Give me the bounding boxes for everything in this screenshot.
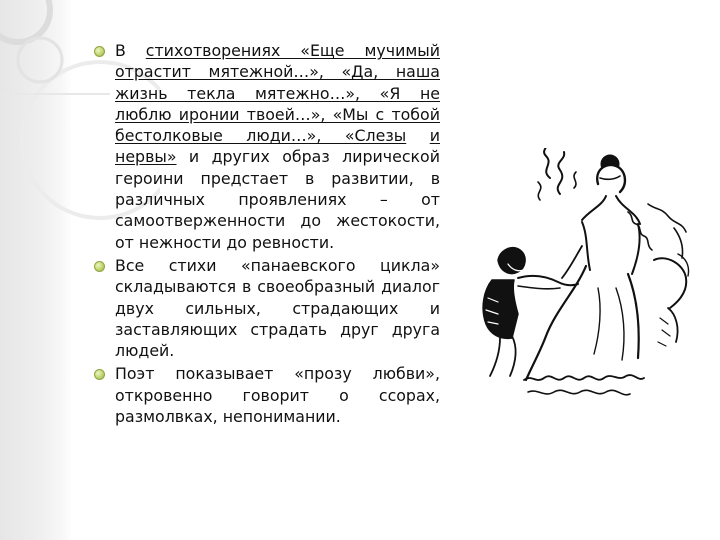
bullet-item — [92, 255, 440, 361]
bullet-text-part: и других образ лирической героини предстает в развитии, в различных проявлениях – от самоотверженности до жестокости, от нежности до ревности. — [115, 147, 440, 252]
bullet-text-part: Поэт показывает «прозу любви», откровенно говорит о ссорах, размолвках, непонимании. — [115, 364, 440, 427]
ink-sketch-couple-icon — [478, 148, 700, 410]
bullet-marker-icon — [94, 46, 105, 57]
bullet-text-part — [406, 126, 429, 145]
bullet-marker-icon — [94, 261, 105, 272]
bullet-list — [92, 40, 440, 427]
bullet-text-part: В — [115, 41, 146, 60]
bullet-item — [92, 363, 440, 427]
bullet-text-part: Все стихи «панаевского цикла» складываются в своеобразный диалог двух сильных, страдающих и заставляющих страдать друг друга людей. — [115, 255, 440, 361]
bullet-text-part: и нервы» — [115, 126, 440, 167]
bullet-item — [92, 40, 440, 253]
bullet-marker-icon — [94, 369, 105, 380]
bullet-text-part: стихотворениях «Еще мучимый отрастит мятежной…», «Да, наша жизнь текла мятежно…», «Я не люблю иронии твоей…», «Мы с тобой бестолковые люди…», «Слезы — [115, 41, 441, 146]
slide-content — [92, 40, 440, 429]
